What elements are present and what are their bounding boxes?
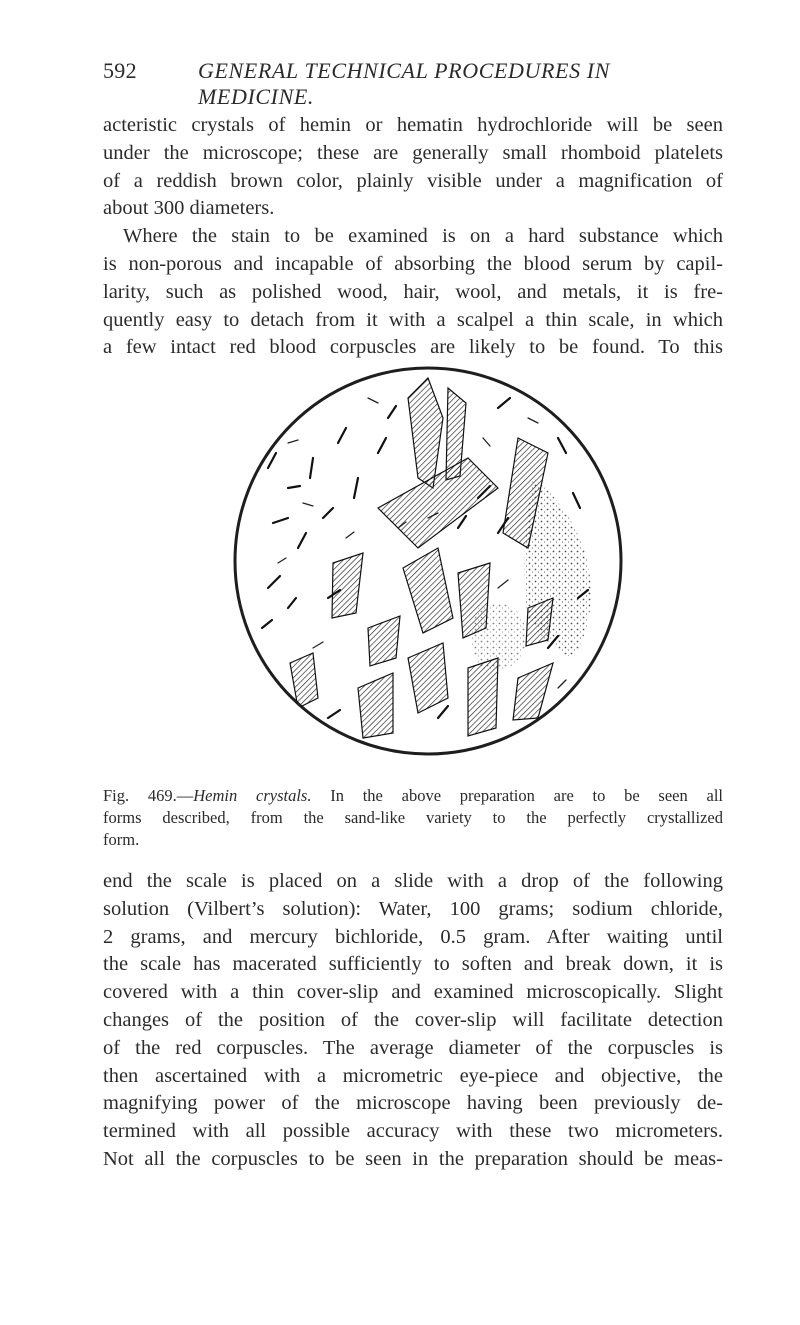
- text-line: magnifying power of the microscope having been previously de-: [103, 1092, 723, 1115]
- text-line: larity, such as polished wood, hair, wool, and metals, it is fre-: [103, 280, 723, 303]
- figure-label: Fig. 469.: [103, 786, 177, 805]
- text-line: solution (Vilbert’s solution): Water, 100 grams; sodium chloride,: [103, 897, 723, 920]
- text-line: under the microscope; these are generally small rhomboid platelets: [103, 141, 723, 164]
- body-text-top: [103, 112, 723, 362]
- text-line: end the scale is placed on a slide with a drop of the following: [103, 870, 723, 892]
- text-line: 2 grams, and mercury bichloride, 0.5 gram. After waiting until: [103, 925, 723, 948]
- figure-title: Hemin crystals.: [193, 786, 312, 805]
- page-number: 592: [103, 58, 137, 83]
- text-line: then ascertained with a micrometric eye-piece and objective, the: [103, 1064, 723, 1087]
- text-line: the scale has macerated sufficiently to soften and break down, it is: [103, 953, 723, 976]
- text-line: a few intact red blood corpuscles are likely to be found. To this: [103, 336, 723, 359]
- figure-caption: [103, 785, 723, 851]
- text-line: Not all the corpuscles to be seen in the preparation should be meas-: [103, 1147, 723, 1170]
- body-text-bottom: [103, 868, 723, 1174]
- hemin-crystals-figure: [228, 358, 628, 778]
- text-line: of the red corpuscles. The average diameter of the corpuscles is: [103, 1036, 723, 1059]
- running-title: GENERAL TECHNICAL PROCEDURES IN MEDICINE.: [198, 58, 610, 109]
- text-line: is non-porous and incapable of absorbing the blood serum by capil-: [103, 252, 723, 275]
- caption-line: Fig. 469.—Hemin crystals. In the above preparation are to be seen all: [103, 786, 723, 805]
- caption-line: form.: [103, 830, 140, 849]
- text-line: acteristic crystals of hemin or hematin hydrochloride will be seen: [103, 114, 723, 136]
- text-line: Where the stain to be examined is on a hard substance which: [123, 225, 723, 248]
- text-line: termined with all possible accuracy with these two micrometers.: [103, 1120, 723, 1143]
- text-line: covered with a thin cover-slip and examined microscopically. Slight: [103, 981, 723, 1004]
- caption-line: forms described, from the sand-like variety to the perfectly crystallized: [103, 808, 723, 827]
- caption-text: In the above preparation are to be seen all: [330, 786, 723, 805]
- text-line: quently easy to detach from it with a scalpel a thin scale, in which: [103, 308, 723, 331]
- text-line: of a reddish brown color, plainly visible under a magnification of: [103, 169, 723, 192]
- microscope-field-illustration: [228, 358, 628, 778]
- text-line: about 300 diameters.: [103, 197, 275, 220]
- running-head: [103, 58, 723, 109]
- text-line: changes of the position of the cover-slip will facilitate detection: [103, 1008, 723, 1031]
